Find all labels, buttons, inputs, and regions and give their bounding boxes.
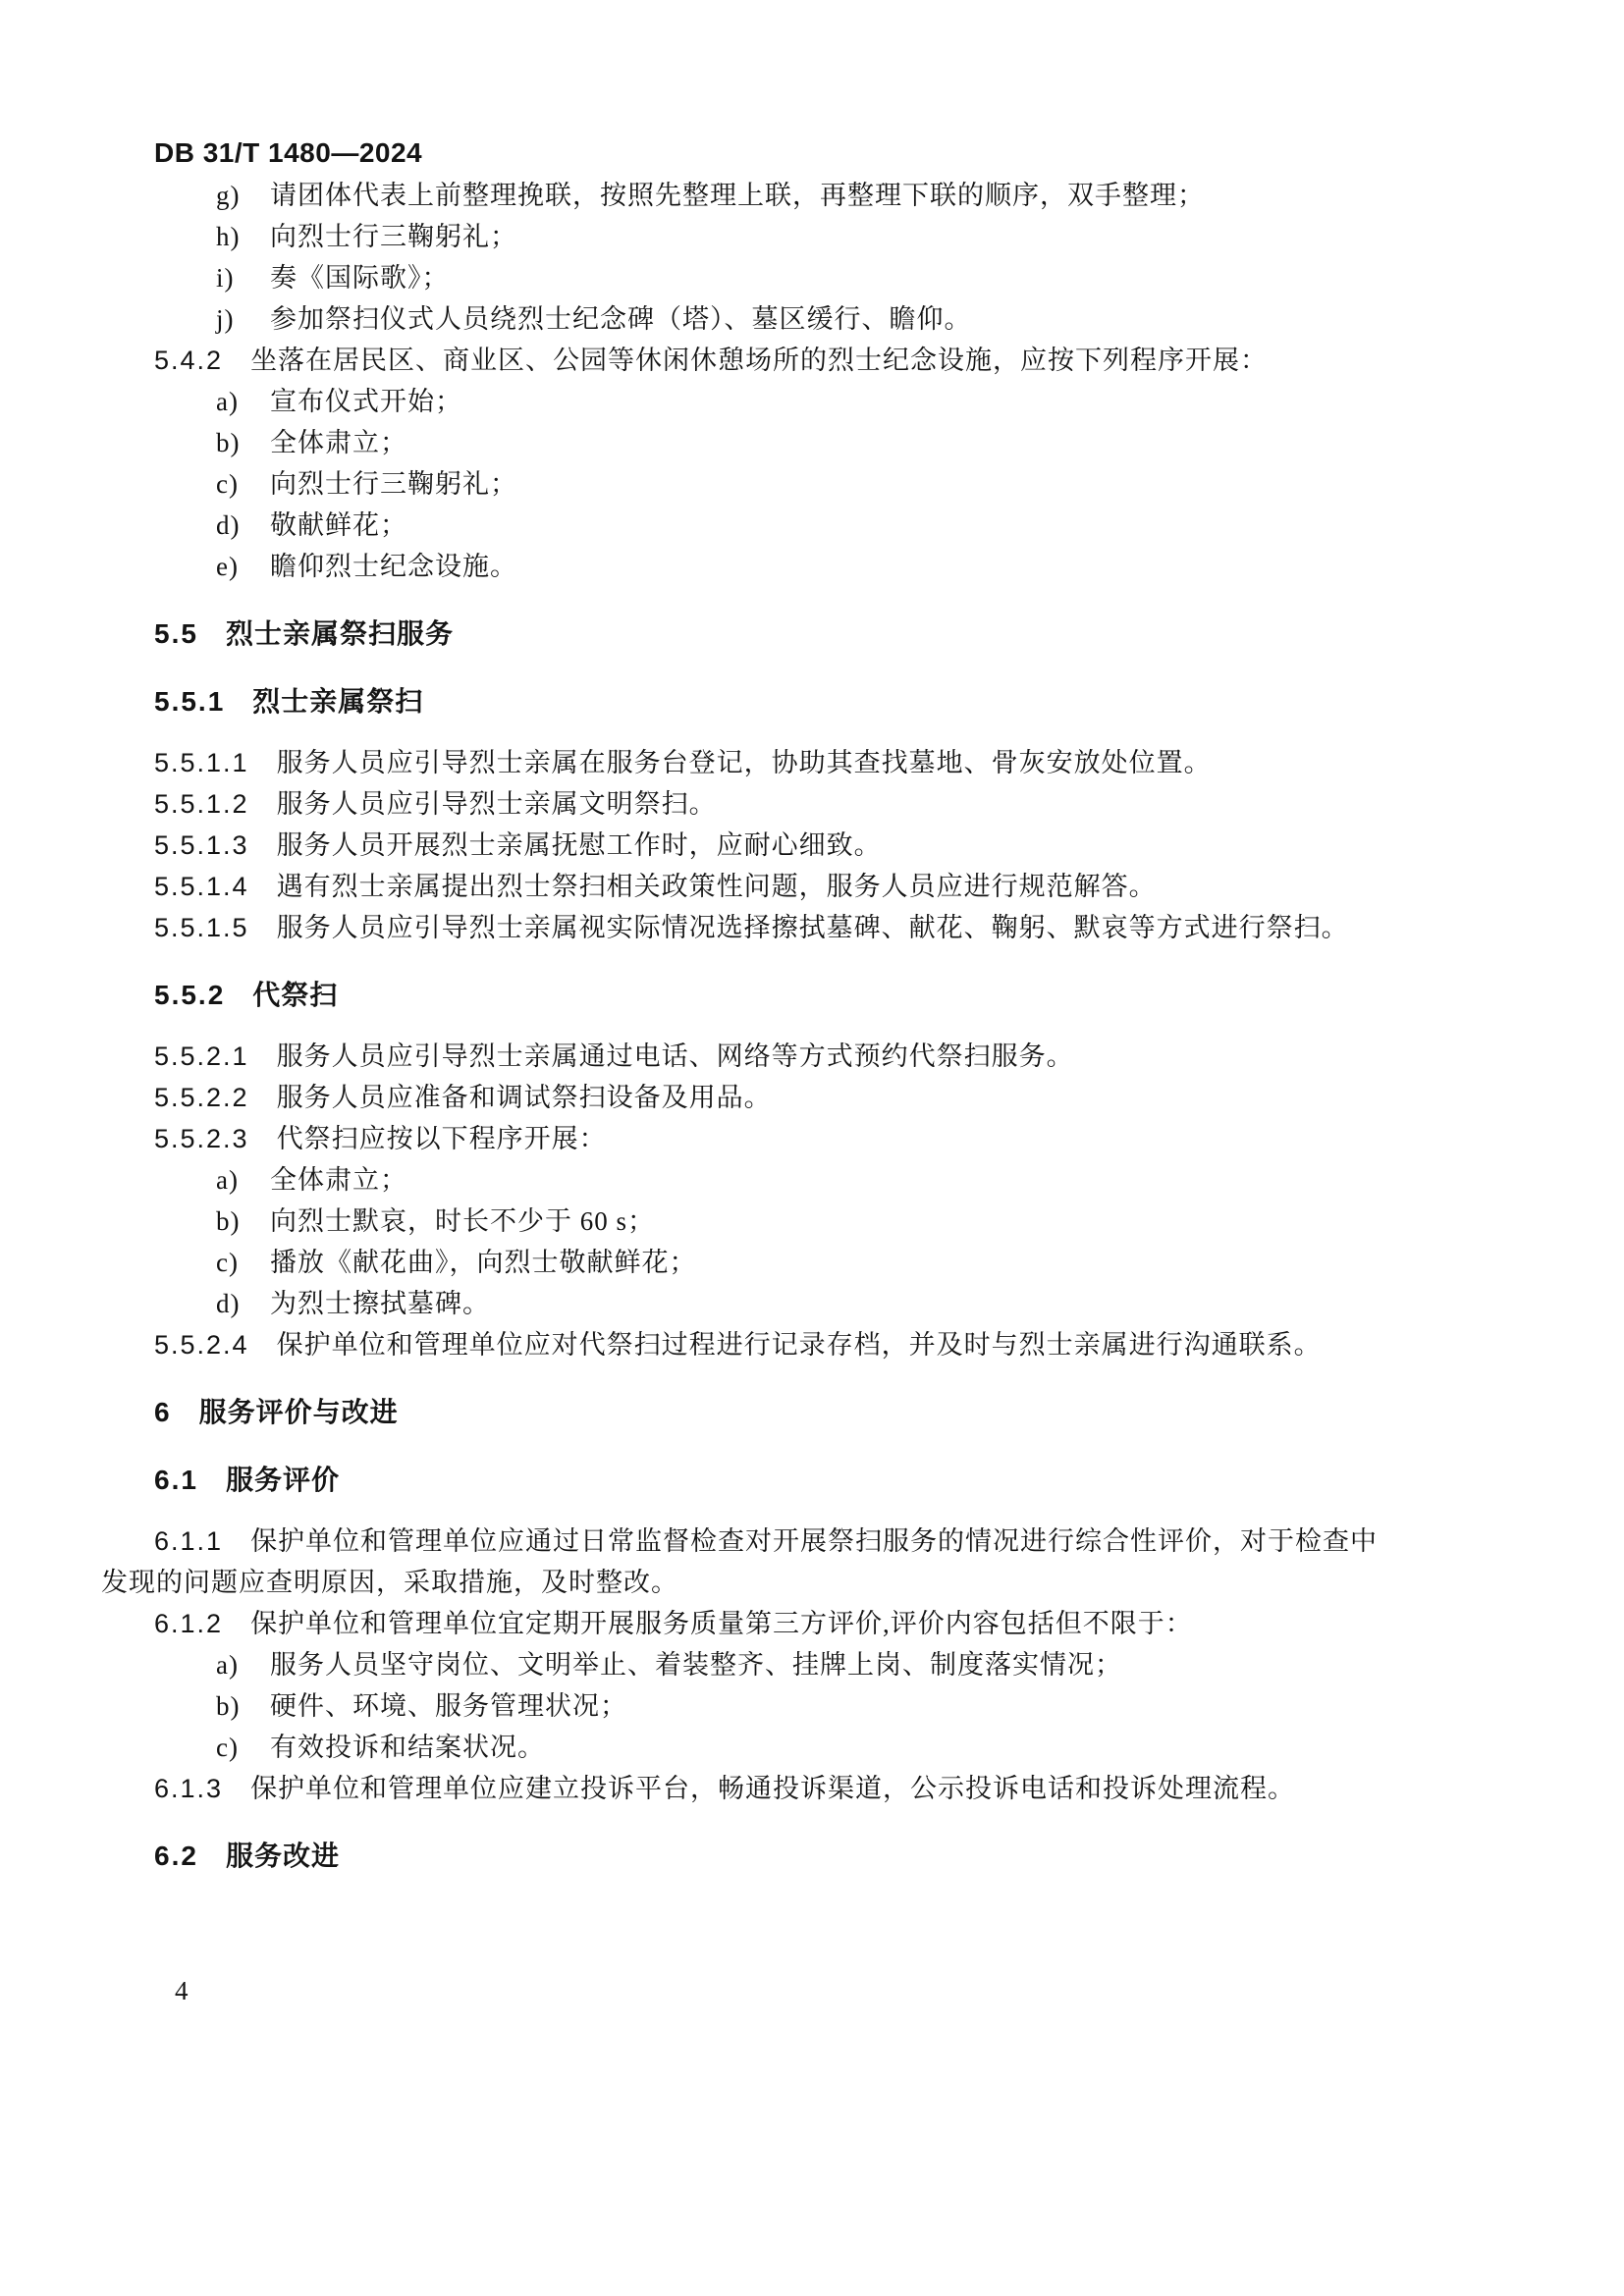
list-text: 全体肃立； bbox=[270, 428, 407, 457]
list-item bbox=[216, 175, 1512, 216]
list-text: 有效投诉和结案状况。 bbox=[270, 1733, 545, 1762]
clause-paragraph bbox=[154, 825, 1512, 866]
list-item bbox=[216, 216, 1512, 257]
clause-text: 服务人员开展烈士亲属抚慰工作时，应耐心细致。 bbox=[276, 830, 882, 860]
list-label: c) bbox=[216, 1248, 239, 1277]
clause-paragraph bbox=[154, 1036, 1512, 1077]
heading-number: 6 bbox=[154, 1397, 172, 1427]
heading-number: 6.1 bbox=[154, 1465, 198, 1495]
list-item bbox=[216, 505, 1512, 546]
heading-text: 烈士亲属祭扫服务 bbox=[225, 618, 454, 649]
heading-text: 服务改进 bbox=[225, 1841, 340, 1871]
clause-text: 保护单位和管理单位应建立投诉平台，畅通投诉渠道，公示投诉电话和投诉处理流程。 bbox=[250, 1774, 1296, 1803]
page-header-standard-number: DB 31/T 1480—2024 bbox=[154, 137, 423, 168]
clause-text: 保护单位和管理单位应对代祭扫过程进行记录存档，并及时与烈士亲属进行沟通联系。 bbox=[276, 1330, 1322, 1360]
list-label: a) bbox=[216, 387, 239, 416]
list-item bbox=[216, 546, 1512, 587]
clause-text: 服务人员应引导烈士亲属文明祭扫。 bbox=[276, 789, 717, 819]
clause-continuation-text: 发现的问题应查明原因，采取措施，及时整改。 bbox=[101, 1568, 678, 1597]
clause-number: 5.5.1.3 bbox=[154, 830, 249, 860]
clause-paragraph bbox=[154, 1768, 1512, 1809]
clause-paragraph bbox=[101, 1521, 1512, 1603]
list-item bbox=[216, 381, 1512, 422]
section-heading bbox=[154, 1460, 1512, 1501]
clause-text: 坐落在居民区、商业区、公园等休闲休憩场所的烈士纪念设施，应按下列程序开展： bbox=[250, 346, 1269, 375]
clause-text: 保护单位和管理单位应通过日常监督检查对开展祭扫服务的情况进行综合性评价，对于检查中 bbox=[250, 1526, 1379, 1556]
clause-number: 5.5.2.2 bbox=[154, 1083, 249, 1112]
list-label: c) bbox=[216, 1733, 239, 1762]
clause-text: 服务人员应准备和调试祭扫设备及用品。 bbox=[276, 1083, 772, 1112]
list-text: 向烈士行三鞠躬礼； bbox=[270, 222, 517, 251]
list-text: 硬件、环境、服务管理状况； bbox=[270, 1691, 627, 1721]
list-item bbox=[216, 1242, 1512, 1283]
list-item bbox=[216, 1727, 1512, 1768]
doc-content bbox=[101, 175, 1512, 1896]
section-heading bbox=[154, 1836, 1512, 1877]
clause-number: 5.5.1.5 bbox=[154, 913, 249, 942]
list-text: 全体肃立； bbox=[270, 1165, 407, 1195]
clause-number: 6.1.2 bbox=[154, 1609, 224, 1638]
list-item bbox=[216, 1159, 1512, 1201]
list-label: a) bbox=[216, 1650, 239, 1680]
heading-number: 6.2 bbox=[154, 1841, 198, 1871]
clause-paragraph bbox=[154, 783, 1512, 825]
list-label: j) bbox=[216, 304, 235, 334]
clause-text: 服务人员应引导烈士亲属视实际情况选择擦拭墓碑、献花、鞠躬、默哀等方式进行祭扫。 bbox=[276, 913, 1349, 942]
list-text: 为烈士擦拭墓碑。 bbox=[270, 1289, 490, 1318]
clause-paragraph bbox=[154, 340, 1512, 381]
list-label: c) bbox=[216, 469, 239, 499]
clause-number: 6.1.1 bbox=[154, 1526, 224, 1556]
list-label: b) bbox=[216, 1206, 241, 1236]
clause-number: 5.5.1.2 bbox=[154, 789, 249, 819]
clause-text: 服务人员应引导烈士亲属在服务台登记，协助其查找墓地、骨灰安放处位置。 bbox=[276, 748, 1212, 777]
clause-paragraph bbox=[154, 866, 1512, 907]
list-item bbox=[216, 1685, 1512, 1727]
heading-text: 服务评价与改进 bbox=[198, 1397, 399, 1427]
list-label: d) bbox=[216, 1289, 241, 1318]
clause-number: 5.5.2.4 bbox=[154, 1330, 249, 1360]
subsection-heading bbox=[154, 681, 1512, 722]
clause-paragraph bbox=[154, 742, 1512, 783]
list-text: 奏《国际歌》； bbox=[270, 263, 450, 293]
list-text: 向烈士行三鞠躬礼； bbox=[270, 469, 517, 499]
list-text: 请团体代表上前整理挽联，按照先整理上联，再整理下联的顺序，双手整理； bbox=[270, 181, 1205, 210]
clause-text: 代祭扫应按以下程序开展： bbox=[276, 1124, 607, 1153]
clause-number: 5.5.2.1 bbox=[154, 1041, 249, 1071]
clause-number: 5.4.2 bbox=[154, 346, 224, 375]
list-item bbox=[216, 1201, 1512, 1242]
heading-number: 5.5 bbox=[154, 618, 198, 649]
list-text: 瞻仰烈士纪念设施。 bbox=[270, 552, 517, 581]
clause-text: 服务人员应引导烈士亲属通过电话、网络等方式预约代祭扫服务。 bbox=[276, 1041, 1074, 1071]
list-label: a) bbox=[216, 1165, 239, 1195]
section-heading bbox=[154, 614, 1512, 655]
heading-number: 5.5.1 bbox=[154, 686, 226, 717]
list-text: 参加祭扫仪式人员绕烈士纪念碑（塔）、墓区缓行、瞻仰。 bbox=[270, 304, 972, 334]
list-text: 服务人员坚守岗位、文明举止、着装整齐、挂牌上岗、制度落实情况； bbox=[270, 1650, 1122, 1680]
list-label: e) bbox=[216, 552, 239, 581]
list-label: g) bbox=[216, 181, 241, 210]
list-item bbox=[216, 257, 1512, 298]
list-text: 宣布仪式开始； bbox=[270, 387, 462, 416]
list-label: i) bbox=[216, 263, 235, 293]
clause-text: 遇有烈士亲属提出烈士祭扫相关政策性问题，服务人员应进行规范解答。 bbox=[276, 872, 1157, 901]
heading-text: 代祭扫 bbox=[252, 980, 339, 1010]
clause-paragraph bbox=[154, 1603, 1512, 1644]
list-label: b) bbox=[216, 428, 241, 457]
list-label: d) bbox=[216, 510, 241, 540]
clause-number: 5.5.1.1 bbox=[154, 748, 249, 777]
subsection-heading bbox=[154, 975, 1512, 1016]
clause-paragraph bbox=[154, 1324, 1512, 1365]
clause-paragraph bbox=[154, 1118, 1512, 1159]
list-text: 敬献鲜花； bbox=[270, 510, 407, 540]
clause-number: 5.5.2.3 bbox=[154, 1124, 249, 1153]
list-item bbox=[216, 1644, 1512, 1685]
clause-paragraph bbox=[154, 907, 1512, 948]
page-number-footer: 4 bbox=[175, 1976, 189, 2005]
clause-paragraph bbox=[154, 1077, 1512, 1118]
heading-number: 5.5.2 bbox=[154, 980, 226, 1010]
clause-text: 保护单位和管理单位宜定期开展服务质量第三方评价,评价内容包括但不限于： bbox=[250, 1609, 1193, 1638]
clause-number: 5.5.1.4 bbox=[154, 872, 249, 901]
list-item bbox=[216, 298, 1512, 340]
list-item bbox=[216, 1283, 1512, 1324]
list-label: b) bbox=[216, 1691, 241, 1721]
list-label: h) bbox=[216, 222, 241, 251]
list-item bbox=[216, 463, 1512, 505]
heading-text: 服务评价 bbox=[225, 1465, 340, 1495]
chapter-heading bbox=[154, 1392, 1512, 1433]
list-item bbox=[216, 422, 1512, 463]
list-text: 向烈士默哀，时长不少于 60 s； bbox=[270, 1206, 656, 1236]
heading-text: 烈士亲属祭扫 bbox=[252, 686, 424, 717]
list-text: 播放《献花曲》，向烈士敬献鲜花； bbox=[270, 1248, 697, 1277]
clause-number: 6.1.3 bbox=[154, 1774, 224, 1803]
